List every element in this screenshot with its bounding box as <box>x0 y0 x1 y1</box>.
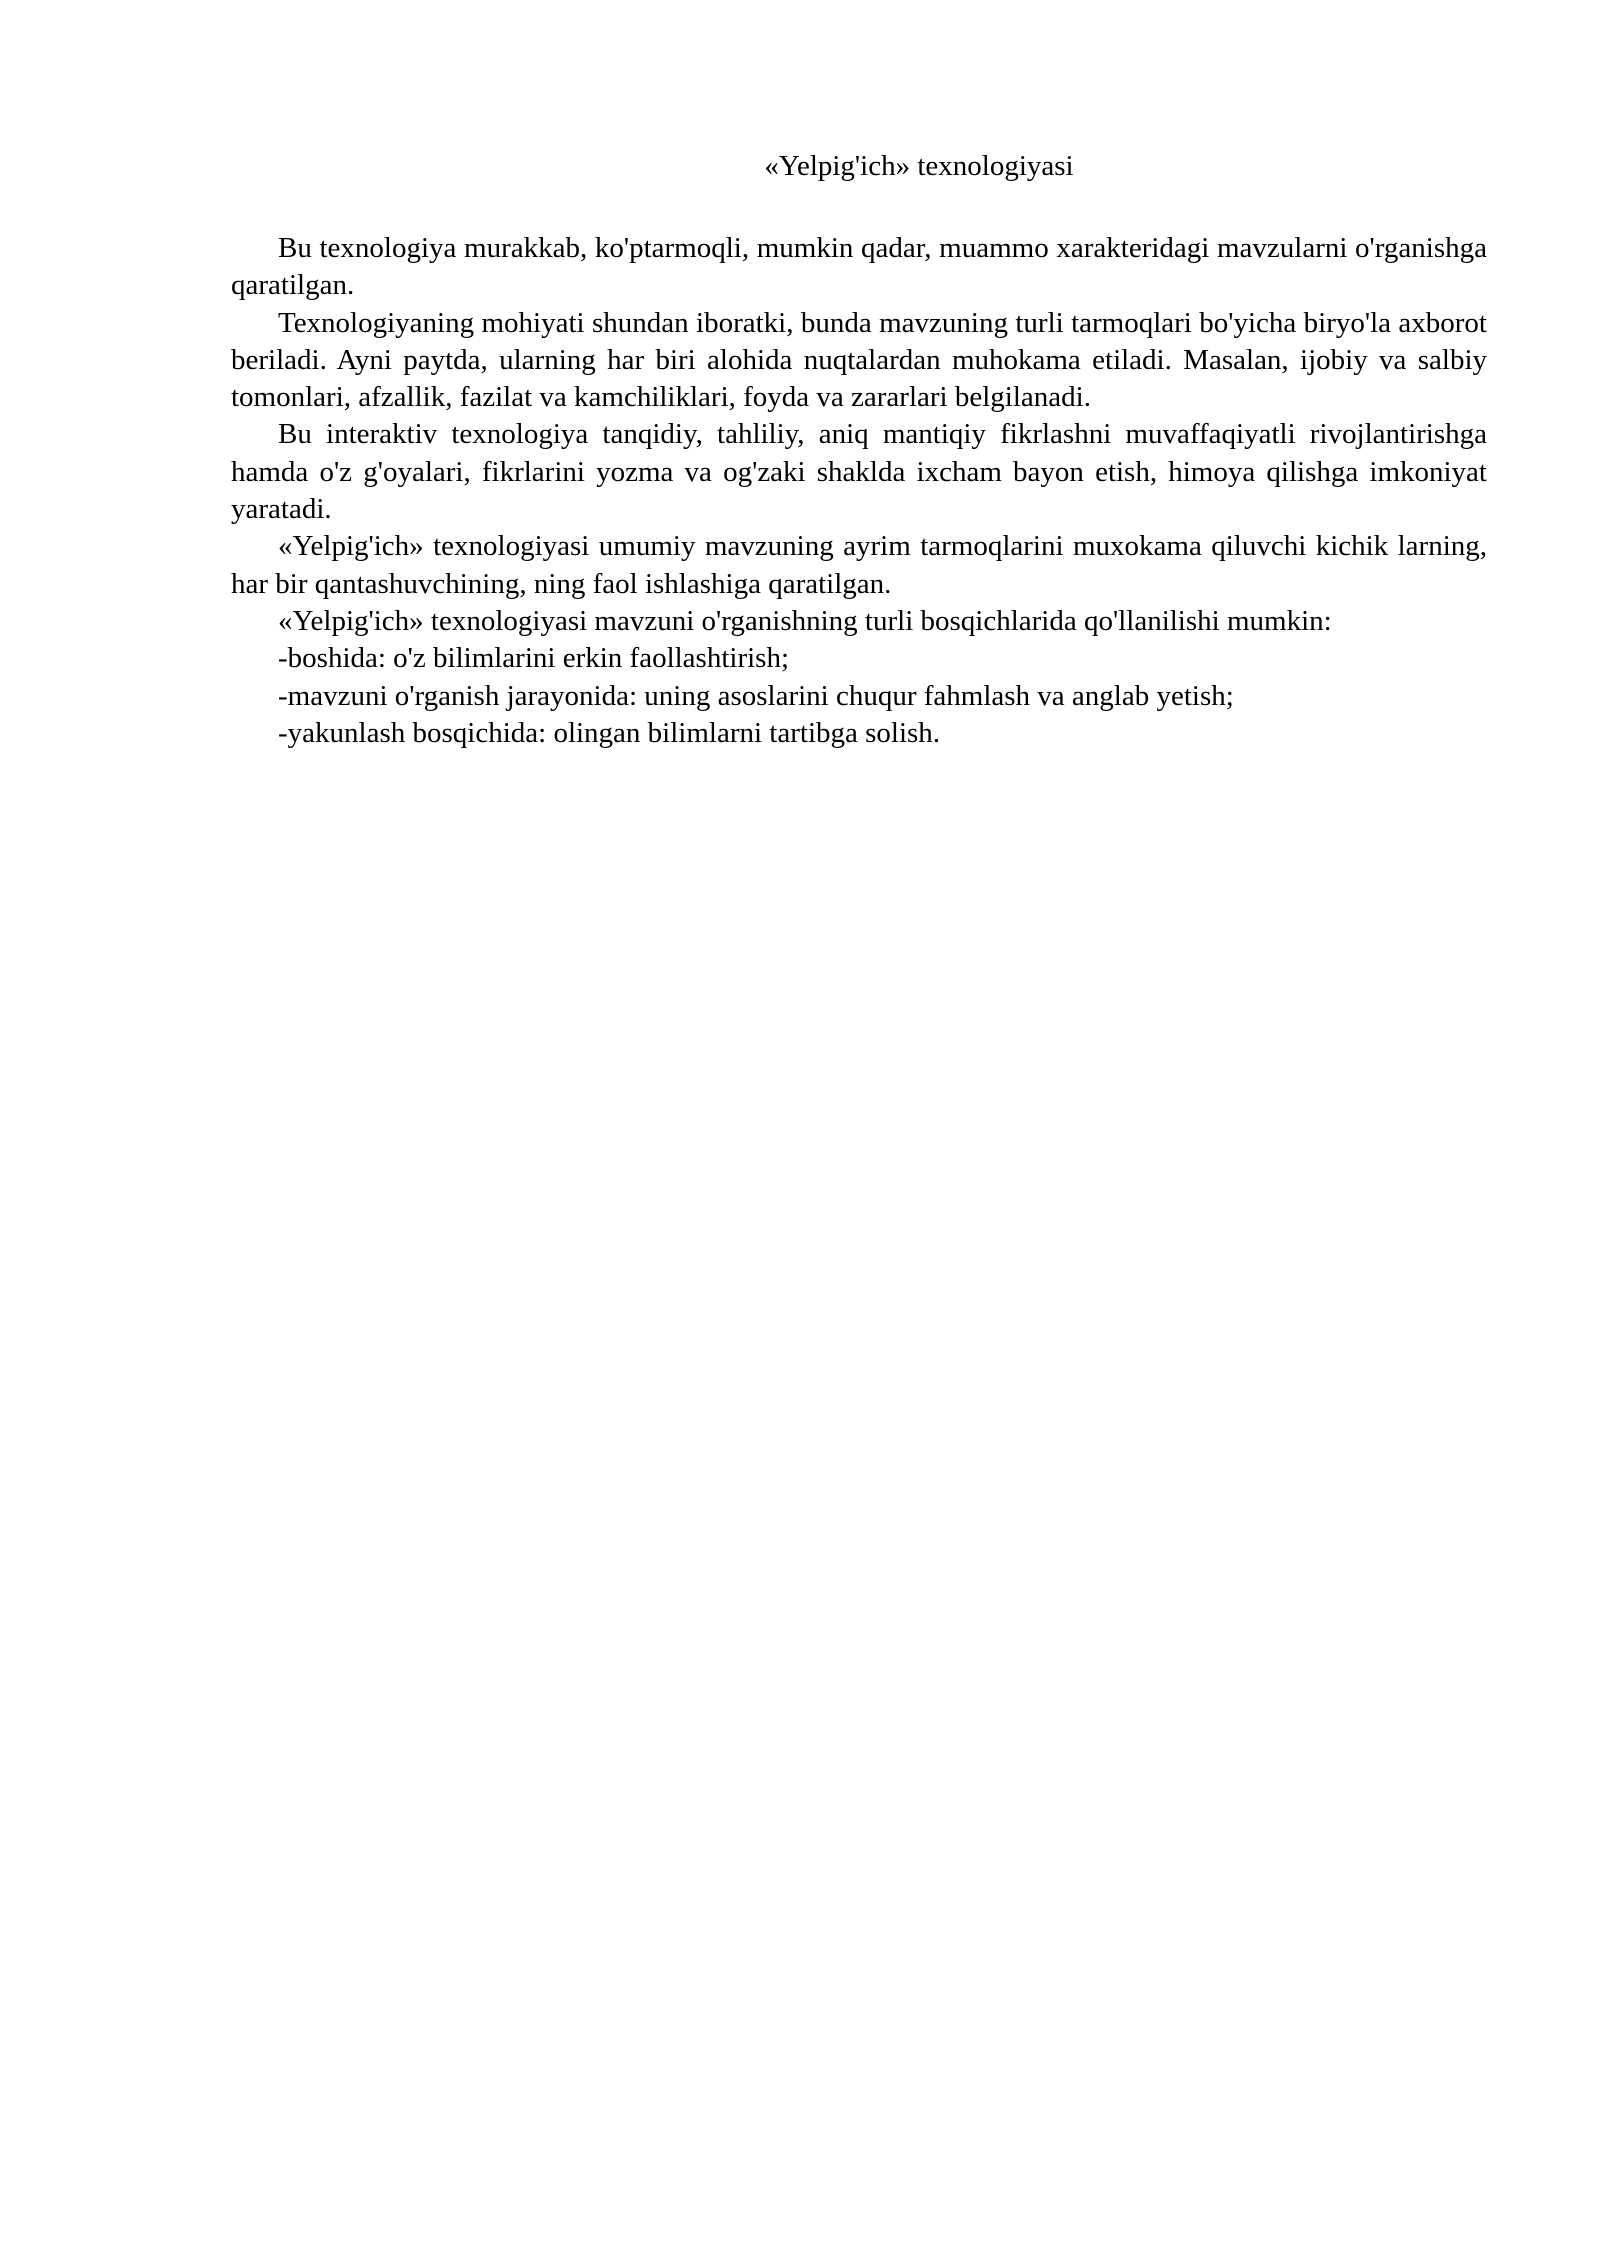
document-title: «Yelpig'ich» texnologiyasi <box>764 150 1074 182</box>
list-item-beginning: -boshida: o'z bilimlarini erkin faollashtirish; <box>278 642 790 675</box>
paragraph-intro: Bu texnologiya murakkab, ko'ptarmoqli, mumkin qadar, muammo xarakteridagi mavzularni o'rganishga qaratilgan. <box>231 232 1487 302</box>
paragraph-interactive: Bu interaktiv texnologiya tanqidiy, tahliliy, aniq mantiqiy fikrlashni muvaffaqiyatli rivojlantirishga hamda o'z g'oyalari, fikrlarini yozma va og'zaki shaklda ixcham bayon etish, himoya qilishga imkoniyat yaratadi. <box>231 418 1487 526</box>
document-body <box>231 148 1487 752</box>
list-item-process: -mavzuni o'rganish jarayonida: uning asoslarini chuqur fahmlash va anglab yetish; <box>278 679 1234 712</box>
paragraph-stages-intro: «Yelpig'ich» texnologiyasi mavzuni o'rganishning turli bosqichlarida qo'llanilishi mumkin: <box>278 604 1332 637</box>
paragraph-purpose: «Yelpig'ich» texnologiyasi umumiy mavzuning ayrim tarmoqlarini muxokama qiluvchi kichik larning, har bir qantashuvchining, ning faol ishlashiga qaratilgan. <box>231 530 1487 600</box>
paragraph-essence: Texnologiyaning mohiyati shundan iboratki, bunda mavzuning turli tarmoqlari bo'yicha biryo'la axborot beriladi. Ayni paytda, ularning har biri alohida nuqtalardan muhokama etiladi. Masalan, ijobiy va salbiy tomonlari, afzallik, fazilat va kamchiliklari, foyda va zararlari belgilanadi. <box>231 306 1487 414</box>
list-item-conclusion: -yakunlash bosqichida: olingan bilimlarni tartibga solish. <box>278 716 941 749</box>
